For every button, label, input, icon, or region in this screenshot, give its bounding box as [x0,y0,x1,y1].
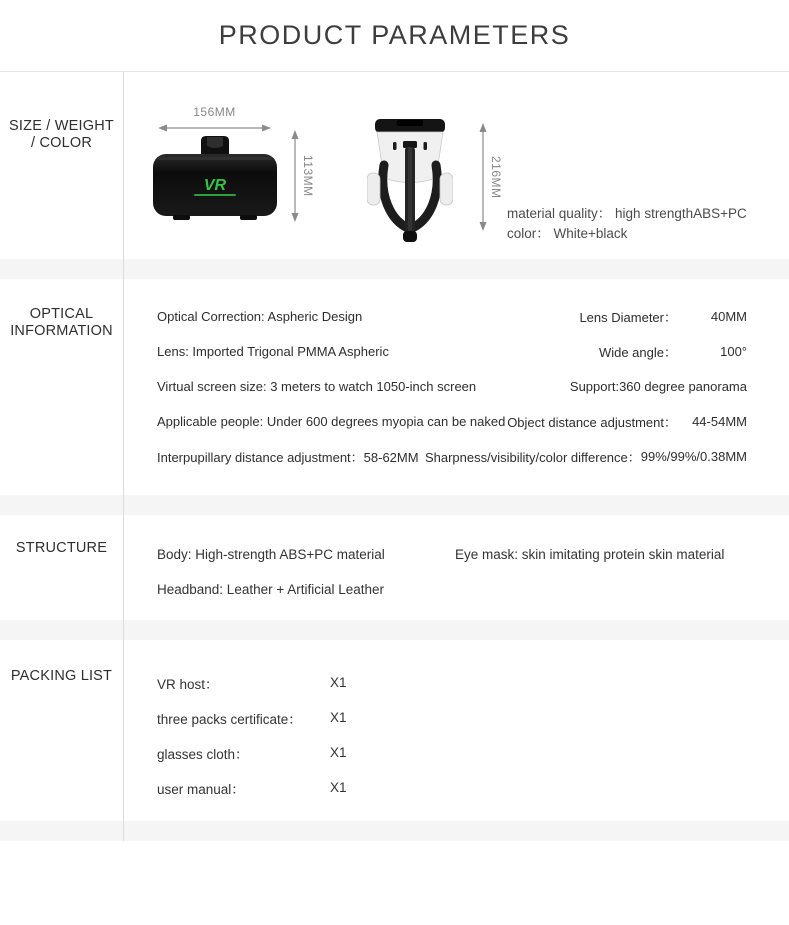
size-section-label-line1: SIZE / WEIGHT [9,118,114,134]
packing-item [157,735,747,770]
ear-pad-left [367,173,380,205]
ear-pad-right [440,173,453,205]
packing-item-name: three packs certificate： [157,711,302,727]
optical-section-label [0,279,123,495]
packing-item-qty: X1 [330,710,347,725]
packing-item-qty: X1 [330,745,347,760]
width-dimension-label: 156MM [193,105,236,119]
optical-row [157,299,747,334]
optical-right-label: Lens Diameter： [579,310,677,325]
page-title: PRODUCT PARAMETERS [218,20,571,50]
size-section-label [0,118,123,152]
optical-section-label-line1: OPTICAL [29,306,94,322]
packing-item [157,770,747,805]
vr-logo-subtext [194,194,236,196]
packing-item-name: VR host： [157,676,219,692]
packing-item-name: glasses cloth： [157,746,249,762]
strap-height-dimension-label: 216MM [489,155,503,199]
optical-row [157,404,747,439]
optical-row [157,369,747,404]
optical-left-text: Lens: Imported Trigonal PMMA Aspheric [157,344,389,359]
optical-right-label: Wide angle： [598,345,677,360]
vr-headset-top-image [367,117,453,245]
optical-right-label: Sharpness/visibility/color difference： [424,450,641,465]
vr-headset-front-image [151,133,279,221]
optical-row [157,439,747,474]
section-packing-list [0,640,789,821]
optical-left-text: Interpupillary distance adjustment：58-62MM [157,450,419,465]
size-section-label-line2: / COLOR [30,135,93,151]
structure-headband-text: Headband: Leather + Artificial Leather [157,582,385,597]
horizontal-arrow-icon [157,123,272,133]
structure-eyemask-text: Eye mask: skin imitating protein skin material [455,547,725,562]
packing-item-name: user manual： [157,781,245,797]
structure-section-label: STRUCTURE [15,540,108,556]
packing-item-qty: X1 [330,675,347,690]
material-info [507,204,747,244]
packing-item [157,700,747,735]
vr-logo: VR [203,177,227,194]
color-line: color： White+black [507,226,628,241]
optical-left-text: Optical Correction: Aspheric Design [157,309,363,324]
height-dimension-label: 113MM [301,155,315,197]
optical-right-value: 44-54MM [692,414,747,429]
optical-right-value: 40MM [710,309,747,324]
packing-item-qty: X1 [330,780,347,795]
structure-row [157,572,747,607]
optical-row [157,334,747,369]
structure-row [157,537,747,572]
optical-left-text: Applicable people: Under 600 degrees myopia can be naked [157,414,506,429]
structure-body-text: Body: High-strength ABS+PC material [157,547,385,562]
section-structure [0,515,789,620]
section-separator-band [0,259,789,279]
optical-right-value: 100° [720,344,747,359]
column-divider [123,72,124,841]
optical-right-label: Object distance adjustment： [507,415,677,430]
optical-right-value: 99%/99%/0.38MM [640,449,747,464]
optical-right-label: Support: [569,379,620,394]
packing-section-label: PACKING LIST [10,668,113,684]
vertical-arrow-icon [478,122,488,232]
optical-right-value: 360 degree panorama [619,379,747,394]
section-optical-information [0,279,789,495]
section-separator-band [0,495,789,515]
structure-content [123,515,789,620]
material-quality-line: material quality： high strengthABS+PC [507,206,747,221]
packing-content [123,640,789,821]
section-size-weight-color [0,72,789,259]
optical-content [123,279,789,495]
vertical-arrow-icon [290,129,300,223]
section-separator-band [0,821,789,841]
page-header [0,0,789,72]
optical-section-label-line2: INFORMATION [10,323,113,339]
packing-item [157,665,747,700]
section-separator-band [0,620,789,640]
optical-left-text: Virtual screen size: 3 meters to watch 1050-inch screen [157,379,477,394]
